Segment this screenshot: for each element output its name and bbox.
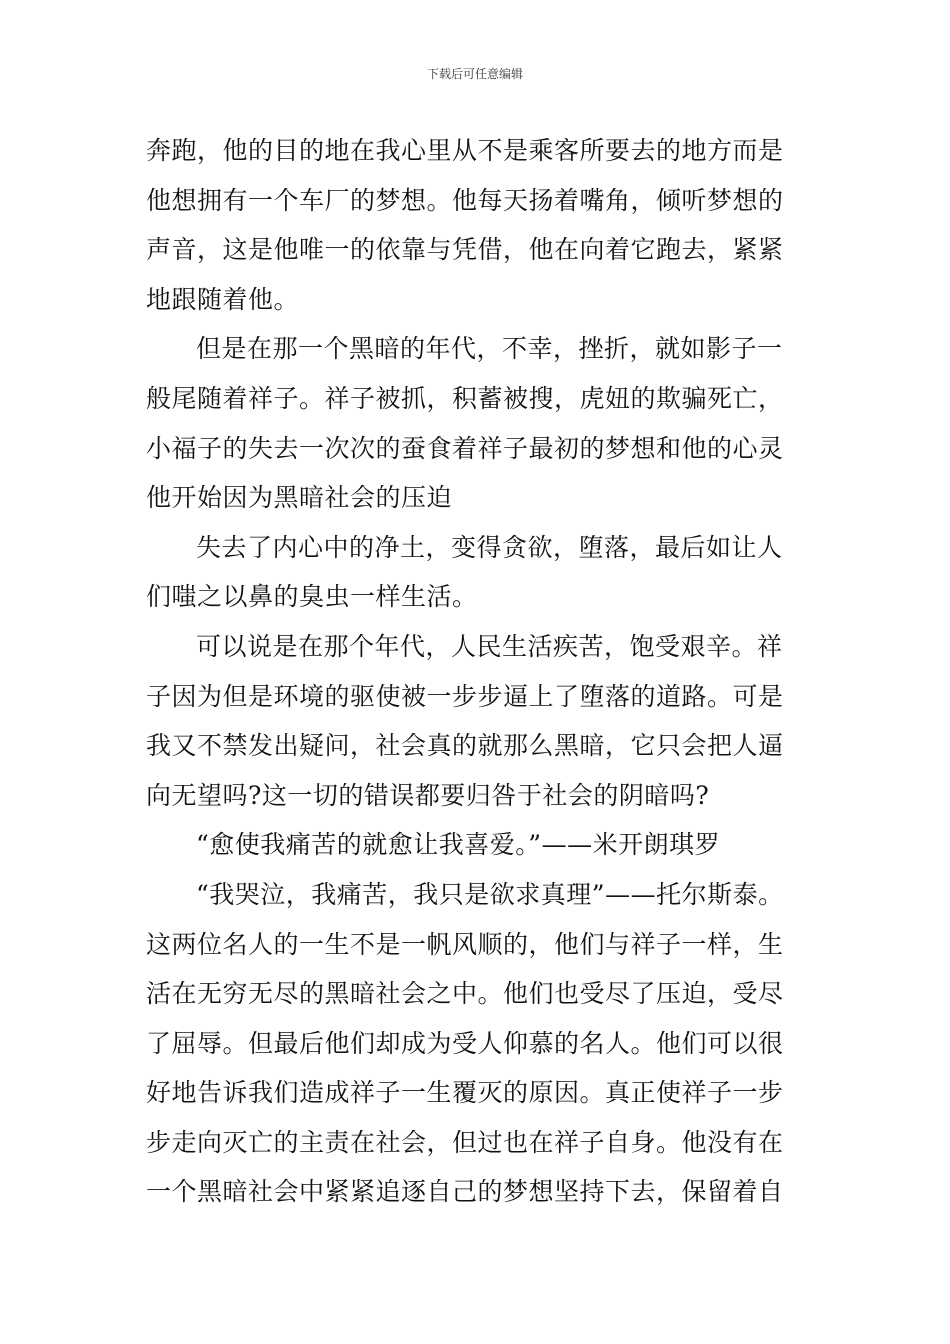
text-line: 奔跑，他的目的地在我心里从不是乘客所要去的地方而是 [146, 136, 784, 165]
text-line: 们嗤之以鼻的臭虫一样生活。 [146, 582, 478, 612]
text-line: 活在无穷无尽的黑暗社会之中。他们也受尽了压迫，受尽 [146, 979, 784, 1009]
text-line: 地跟随着他。 [146, 284, 300, 314]
page-header: 下载后可任意编辑 [426, 67, 523, 81]
text-line: 向无望吗?这一切的错误都要归咎于社会的阴暗吗? [146, 780, 710, 810]
paragraph-start-line: 但是在那一个黑暗的年代，不幸，挫折，就如影子一 [196, 334, 783, 364]
quote-line-tolstoy: “我哭泣，我痛苦，我只是欲求真理”——托尔斯泰。 [196, 879, 784, 909]
text-line: 了屈辱。但最后他们却成为受人仰慕的名人。他们可以很 [146, 1028, 784, 1058]
document-body [146, 126, 811, 1217]
text-line: 我又不禁发出疑问，社会真的就那么黑暗，它只会把人逼 [146, 731, 784, 761]
paragraph-start-line: 可以说是在那个年代，人民生活疾苦，饱受艰辛。祥 [196, 631, 783, 661]
text-line: 他开始因为黑暗社会的压迫 [146, 483, 453, 513]
text-line: 一个黑暗社会中紧紧追逐自己的梦想坚持下去，保留着自 [146, 1177, 784, 1207]
text-line: 声音，这是他唯一的依靠与凭借，他在向着它跑去，紧紧 [146, 235, 784, 265]
text-line: 步走向灭亡的主责在社会，但过也在祥子自身。他没有在 [146, 1127, 784, 1157]
text-line: 他想拥有一个车厂的梦想。他每天扬着嘴角，倾听梦想的 [146, 185, 784, 215]
text-line: 好地告诉我们造成祥子一生覆灭的原因。真正使祥子一步 [146, 1078, 784, 1108]
text-line: 这两位名人的一生不是一帆风顺的，他们与祥子一样，生 [146, 929, 784, 959]
text-line: 子因为但是环境的驱使被一步步逼上了堕落的道路。可是 [146, 681, 784, 711]
paragraph-start-line: 失去了内心中的净土，变得贪欲，堕落，最后如让人 [196, 532, 783, 562]
text-line: 小福子的失去一次次的蚕食着祥子最初的梦想和他的心灵 [146, 433, 784, 463]
text-line: 般尾随着祥子。祥子被抓，积蓄被搜，虎妞的欺骗死亡， [146, 383, 784, 413]
quote-line-michelangelo: “愈使我痛苦的就愈让我喜爱。”——米开朗琪罗 [196, 830, 721, 860]
